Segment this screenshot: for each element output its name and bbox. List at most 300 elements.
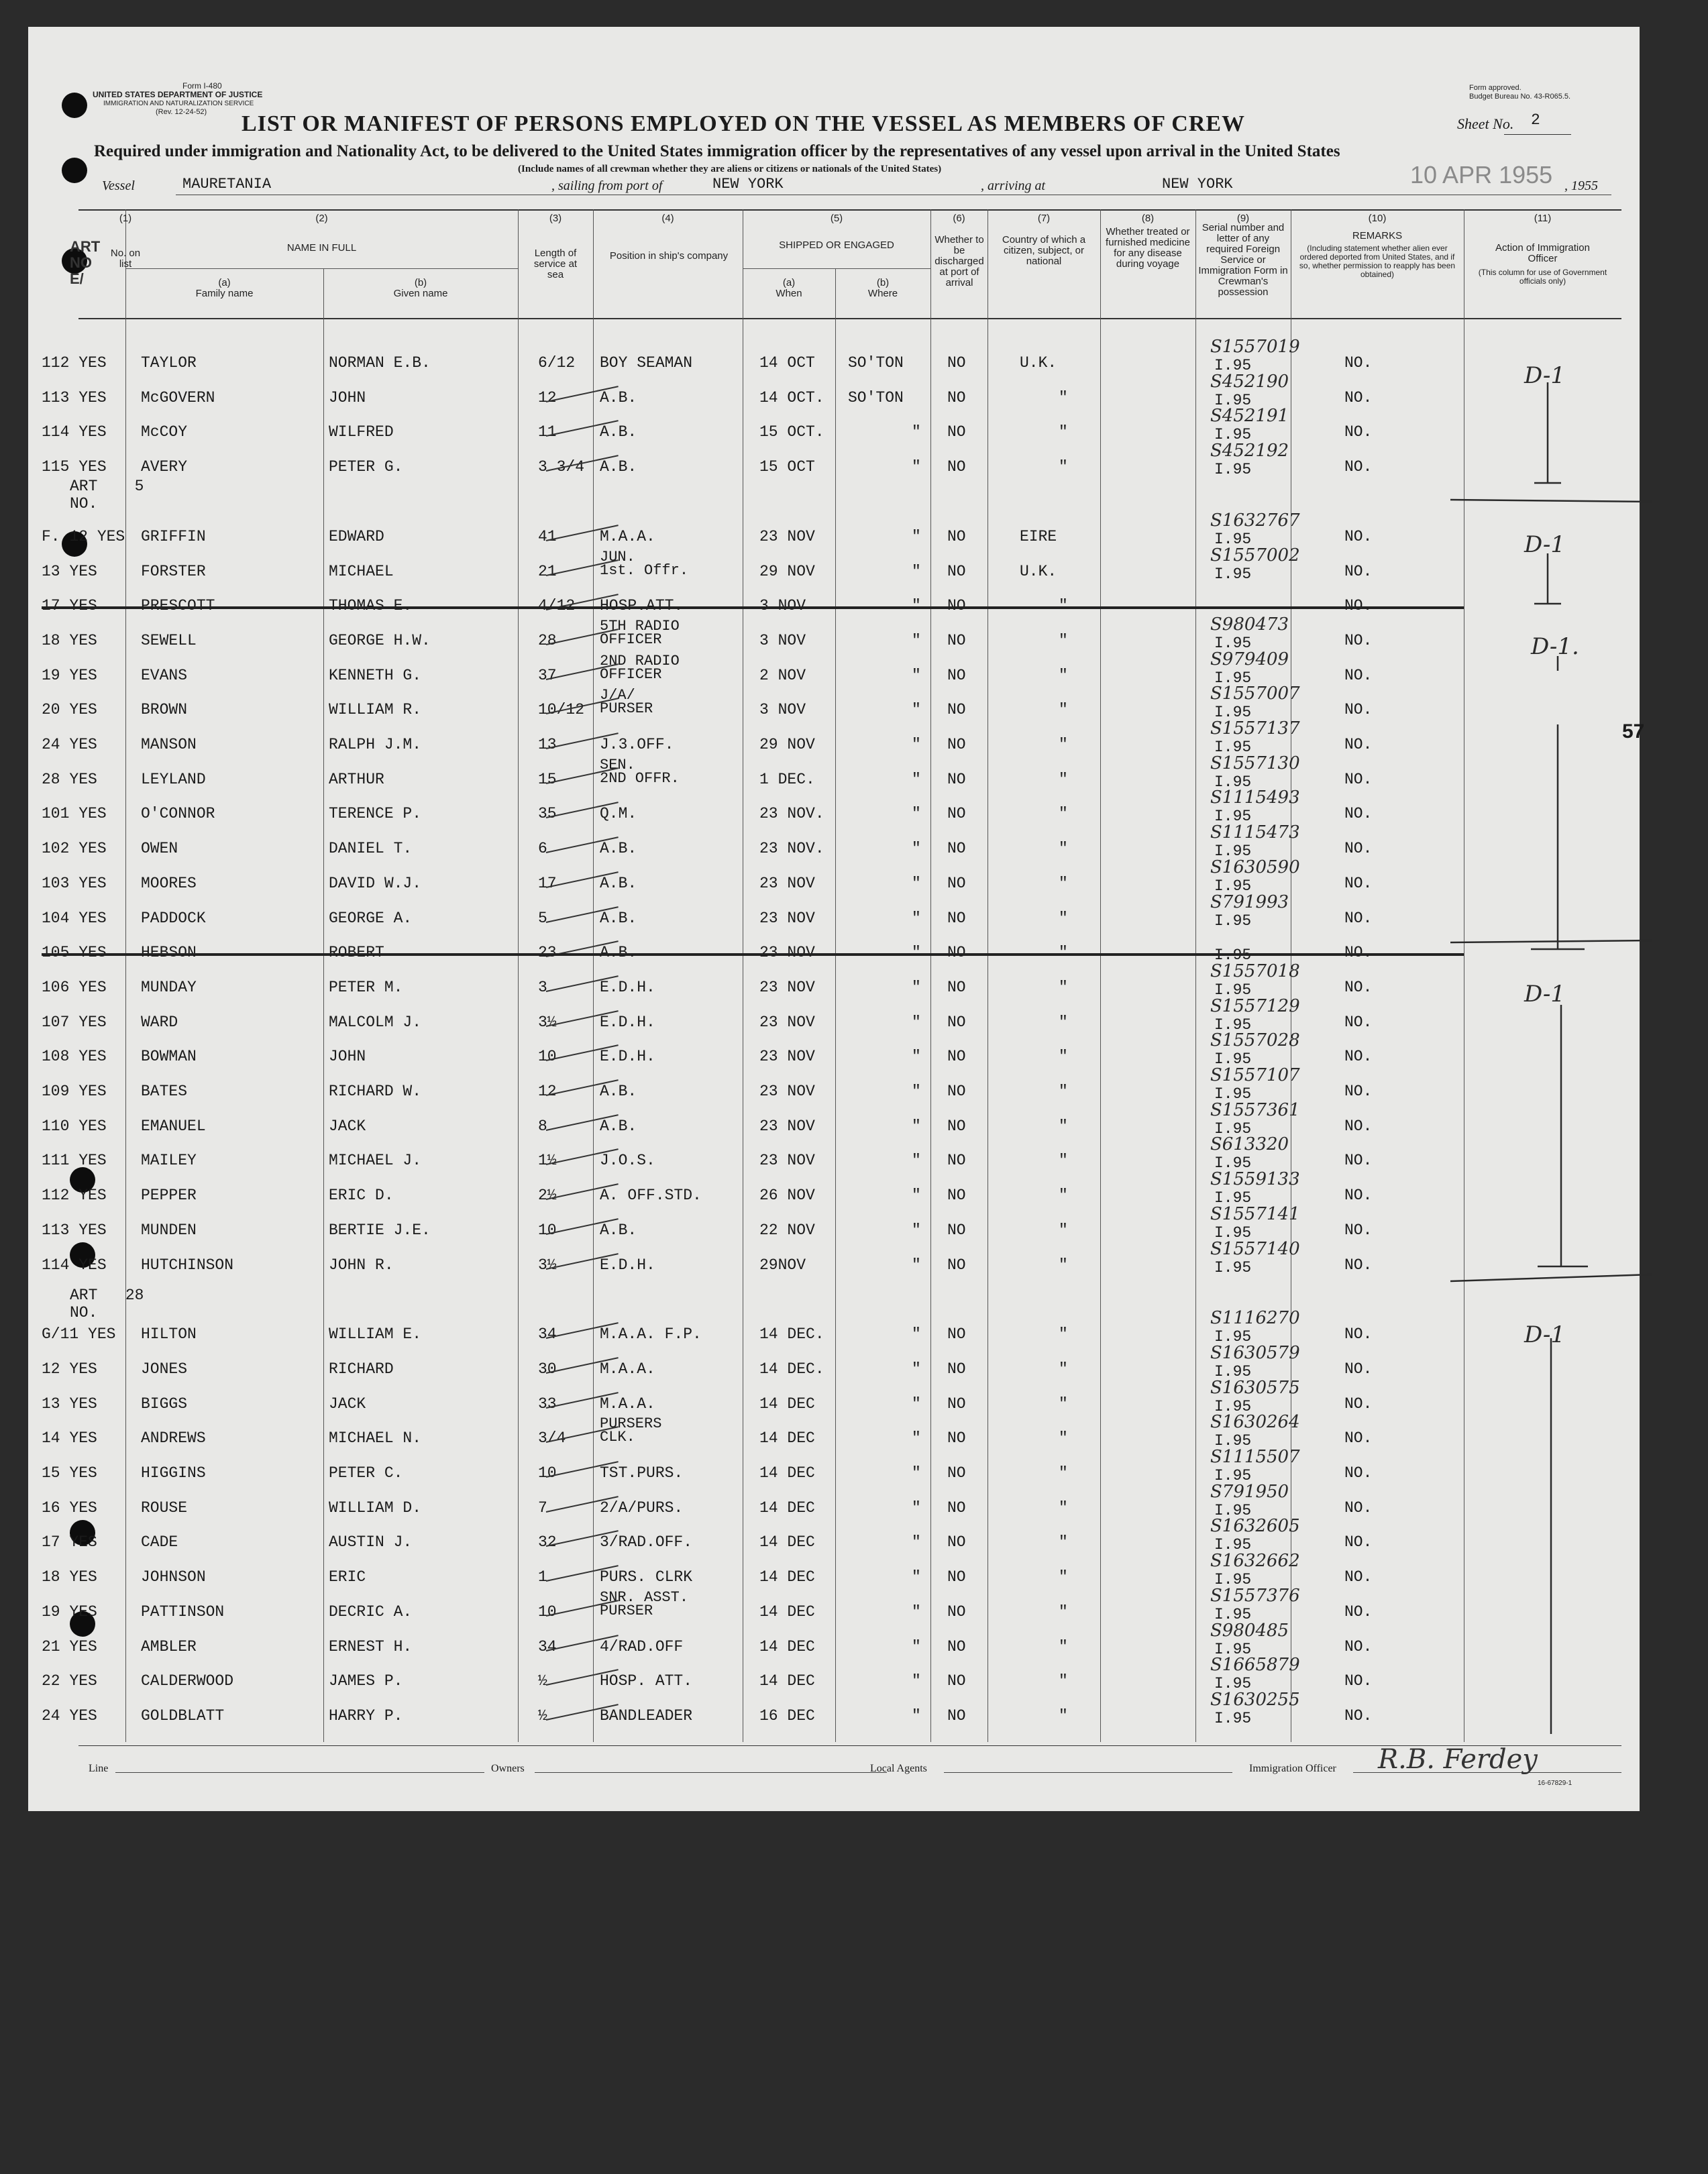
family-name: MANSON (141, 736, 197, 753)
position: HOSP.ATT. (600, 597, 684, 615)
discharged: NO (947, 1602, 966, 1621)
form-type: I.95 (1214, 530, 1252, 548)
country: " (1059, 1048, 1068, 1066)
given-name: AUSTIN J. (329, 1533, 413, 1552)
shipped-subrule (743, 268, 930, 269)
family-name: McGOVERN (141, 388, 215, 406)
remarks: NO. (1344, 1360, 1373, 1378)
sheet-label: Sheet No. (1457, 115, 1514, 132)
table-row (28, 753, 1640, 797)
discharged: NO (947, 597, 966, 615)
serial-number: S1557130 (1210, 753, 1300, 773)
shipped-where: " (912, 701, 921, 719)
family-name: BATES (141, 1083, 188, 1100)
name-subrule (125, 268, 518, 269)
arriving-at: NEW YORK (1162, 176, 1233, 193)
serial-number: S1557137 (1210, 718, 1300, 739)
shipped-where: " (912, 944, 921, 962)
discharged: NO (947, 944, 966, 962)
service-length: 1 (538, 1568, 547, 1586)
service-length: 15 (538, 770, 557, 788)
shipped-where: " (912, 1568, 921, 1586)
col6-num: (6) (953, 213, 965, 224)
discharged: NO (947, 1013, 966, 1031)
row-number: 21 YES (42, 1637, 97, 1655)
remarks: NO. (1344, 1048, 1373, 1066)
discharged: NO (947, 1429, 966, 1448)
given-name: PETER M. (329, 978, 403, 996)
table-row (28, 1308, 1640, 1352)
position: A.B. (600, 874, 637, 892)
position: PURSERS CLK. (600, 1415, 662, 1446)
discharged: NO (947, 1395, 966, 1413)
discharged: NO (947, 1706, 966, 1725)
table-row (28, 441, 1640, 484)
country: " (1059, 423, 1068, 441)
country: " (1059, 805, 1068, 823)
remarks: NO. (1344, 597, 1373, 615)
serial-number: S980473 (1210, 614, 1289, 635)
family-name: CADE (141, 1533, 178, 1552)
form-type: I.95 (1214, 981, 1252, 999)
row-number: 107 YES (42, 1013, 107, 1031)
form-type: I.95 (1214, 739, 1252, 756)
shipped-where: " (912, 1637, 921, 1655)
country: " (1059, 1464, 1068, 1482)
position: 4/RAD.OFF (600, 1637, 684, 1655)
service-length: 34 (538, 1637, 557, 1655)
form-type: I.95 (1214, 773, 1252, 791)
shipped-when: 14 DEC (759, 1395, 815, 1413)
shipped-where: " (912, 458, 921, 476)
form-type: I.95 (1214, 912, 1252, 930)
footer-rule (944, 1772, 1232, 1773)
shipped-when: 29NOV (759, 1256, 806, 1274)
country: " (1059, 1568, 1068, 1586)
given-name: DAVID W.J. (329, 874, 422, 892)
service-length: 30 (538, 1360, 557, 1378)
vessel-label: Vessel (102, 178, 135, 193)
row-number: 106 YES (42, 978, 107, 996)
col10-num: (10) (1368, 213, 1387, 224)
serial-number: S1557129 (1210, 995, 1300, 1016)
col5-num: (5) (830, 213, 843, 224)
table-row (28, 1655, 1640, 1698)
country: " (1059, 978, 1068, 996)
given-name: JACK (329, 1117, 366, 1135)
shipped-where: " (912, 1464, 921, 1482)
family-name: BOWMAN (141, 1048, 197, 1066)
family-name: LEYLAND (141, 770, 206, 788)
remarks: NO. (1344, 1429, 1373, 1448)
row-number: 111 YES (42, 1152, 107, 1170)
punch-hole (62, 158, 87, 183)
shipped-where: " (912, 1360, 921, 1378)
service-length: 23 (538, 944, 557, 962)
remarks: NO. (1344, 874, 1373, 892)
serial-number: S1632767 (1210, 510, 1300, 531)
position: SNR. ASST. PURSER (600, 1588, 689, 1619)
service-length: 37 (538, 666, 557, 684)
form-type: I.95 (1214, 877, 1252, 895)
row-number: 112 YES (42, 354, 107, 372)
row-number: 19 YES (42, 1602, 97, 1621)
discharged: NO (947, 458, 966, 476)
shipped-when: 23 NOV (759, 527, 815, 545)
strike-line (42, 953, 1464, 956)
form-type: I.95 (1214, 1709, 1252, 1727)
country: " (1059, 1533, 1068, 1552)
country: " (1059, 1672, 1068, 1690)
row-number: 102 YES (42, 840, 107, 858)
serial-number: S1557107 (1210, 1065, 1300, 1085)
discharged: NO (947, 1117, 966, 1135)
service-length: 32 (538, 1533, 557, 1552)
table-row (28, 684, 1640, 727)
shipped-where: " (912, 1083, 921, 1100)
shipped-when: 26 NOV (759, 1187, 815, 1205)
position: A. OFF.STD. (600, 1187, 702, 1205)
col9-num: (9) (1236, 213, 1250, 224)
country: " (1059, 1360, 1068, 1378)
family-name: WARD (141, 1013, 178, 1031)
table-row (28, 337, 1640, 380)
position: A.B. (600, 388, 637, 406)
given-name: KENNETH G. (329, 666, 422, 684)
family-name: HEBSON (141, 944, 197, 962)
section-label: ART 28 (70, 1287, 144, 1304)
service-length: 10 (538, 1602, 557, 1621)
serial-number: S1630255 (1210, 1689, 1300, 1710)
discharged: NO (947, 1221, 966, 1239)
remarks: NO. (1344, 770, 1373, 788)
form-type: I.95 (1214, 808, 1252, 826)
service-length: 11 (538, 423, 557, 441)
shipped-where: " (912, 562, 921, 580)
discharged: NO (947, 701, 966, 719)
country: " (1059, 1706, 1068, 1725)
form-type: I.95 (1214, 1189, 1252, 1207)
service-length: 12 (538, 1083, 557, 1100)
given-name: DANIEL T. (329, 840, 413, 858)
row-number: 17 YES (42, 597, 97, 615)
shipped-where: " (912, 1152, 921, 1170)
family-name: JONES (141, 1360, 188, 1378)
table-row (28, 857, 1640, 901)
remarks: NO. (1344, 388, 1373, 406)
given-name: MICHAEL (329, 562, 394, 580)
given-name: ERIC D. (329, 1187, 394, 1205)
shipped-where: SO'TON (848, 354, 904, 372)
position: A.B. (600, 944, 637, 962)
page-title: LIST OR MANIFEST OF PERSONS EMPLOYED ON THE VESSEL AS MEMBERS OF CREW (242, 111, 1246, 136)
table-row (28, 1412, 1640, 1456)
shipped-when: 14 DEC (759, 1672, 815, 1690)
table-row (28, 1030, 1640, 1074)
family-name: AVERY (141, 458, 188, 476)
revision: (Rev. 12-24-52) (156, 108, 207, 116)
country: " (1059, 736, 1068, 753)
family-name: MAILEY (141, 1152, 197, 1170)
row-number: 104 YES (42, 909, 107, 927)
family-name: EVANS (141, 666, 188, 684)
shipped-where: " (912, 1672, 921, 1690)
row-number: 20 YES (42, 701, 97, 719)
position: E.D.H. (600, 1256, 655, 1274)
service-length: 33 (538, 1395, 557, 1413)
sheet-number: 2 (1531, 111, 1540, 129)
form-number: Form I-480 (182, 81, 222, 91)
remarks: NO. (1344, 1395, 1373, 1413)
service-length: 1½ (538, 1152, 557, 1170)
position: A.B. (600, 1083, 637, 1100)
sailing-label: , sailing from port of (551, 178, 663, 193)
table-row (28, 1065, 1640, 1109)
serial-number: S1665879 (1210, 1655, 1300, 1676)
family-name: SEWELL (141, 631, 197, 649)
shipped-when: 15 OCT. (759, 423, 824, 441)
position: SEN. 2ND OFFR. (600, 756, 680, 787)
family-name: HILTON (141, 1325, 197, 1344)
given-name: PETER C. (329, 1464, 403, 1482)
col2-header: NAME IN FULL (286, 242, 357, 254)
family-name: MUNDEN (141, 1221, 197, 1239)
footer-code: 16-67829-1 (1538, 1780, 1572, 1787)
given-name: RICHARD (329, 1360, 394, 1378)
shipped-when: 23 NOV. (759, 840, 824, 858)
given-name: TERENCE P. (329, 805, 422, 823)
vessel-name: MAURETANIA (182, 176, 272, 193)
table-row (28, 614, 1640, 658)
department: UNITED STATES DEPARTMENT OF JUSTICE (93, 90, 263, 99)
year-label: , 1955 (1564, 178, 1598, 193)
service-length: 3/4 (538, 1429, 566, 1448)
form-type: I.95 (1214, 1224, 1252, 1242)
action-code: D-1. (1531, 633, 1579, 660)
position: A.B. (600, 840, 637, 858)
position: A.B. (600, 423, 637, 441)
form-type: I.95 (1214, 1675, 1252, 1693)
table-row (28, 1238, 1640, 1283)
shipped-where: " (912, 805, 921, 823)
discharged: NO (947, 840, 966, 858)
manifest-sheet (28, 27, 1645, 1811)
serial-number: S1115473 (1210, 822, 1300, 843)
margin-number: 57 (1622, 720, 1645, 743)
col2-num: (2) (315, 213, 328, 224)
form-type: I.95 (1214, 704, 1252, 722)
serial-number: S1630575 (1210, 1377, 1300, 1398)
position: 2ND RADIO OFFICER (600, 652, 680, 683)
service-length: 10 (538, 1048, 557, 1066)
discharged: NO (947, 1083, 966, 1100)
position: BOY SEAMAN (600, 354, 693, 372)
row-number: 103 YES (42, 874, 107, 892)
service-length: 41 (538, 527, 557, 545)
serial-number: S452190 (1210, 371, 1289, 392)
service-length: 7 (538, 1499, 547, 1517)
position: HOSP. ATT. (600, 1672, 693, 1690)
remarks: NO. (1344, 1568, 1373, 1586)
table-row (28, 1134, 1640, 1178)
given-name: BERTIE J.E. (329, 1221, 431, 1239)
given-name: WILLIAM D. (329, 1499, 422, 1517)
shipped-where: " (912, 1221, 921, 1239)
row-number: 114 YES (42, 1256, 107, 1274)
col7-num: (7) (1037, 213, 1051, 224)
service-length: 34 (538, 1325, 557, 1344)
family-name: AMBLER (141, 1637, 197, 1655)
country: EIRE (1020, 527, 1057, 545)
service-length: 10 (538, 1464, 557, 1482)
remarks: NO. (1344, 1637, 1373, 1655)
col4-num: (4) (661, 213, 674, 224)
row-number: 15 YES (42, 1464, 97, 1482)
discharged: NO (947, 1568, 966, 1586)
given-name: RICHARD W. (329, 1083, 422, 1100)
remarks: NO. (1344, 1152, 1373, 1170)
remarks: NO. (1344, 1013, 1373, 1031)
remarks: NO. (1344, 423, 1373, 441)
discharged: NO (947, 562, 966, 580)
row-number: 108 YES (42, 1048, 107, 1066)
family-name: EMANUEL (141, 1117, 206, 1135)
shipped-when: 14 OCT. (759, 388, 824, 406)
arriving-label: , arriving at (981, 178, 1046, 193)
position: E.D.H. (600, 978, 655, 996)
shipped-when: 15 OCT (759, 458, 815, 476)
service-length: 6/12 (538, 354, 576, 372)
service-length: 10/12 (538, 701, 585, 719)
shipped-where: " (912, 874, 921, 892)
row-number: 114 YES (42, 423, 107, 441)
col2a-header: (a) Family name (195, 277, 254, 299)
footer-line-label: Line (89, 1763, 109, 1774)
discharged: NO (947, 423, 966, 441)
col5b-header: (b) Where (867, 277, 898, 299)
serial-number: S452192 (1210, 441, 1289, 461)
shipped-where: " (912, 840, 921, 858)
given-name: MICHAEL N. (329, 1429, 422, 1448)
table-row (28, 1169, 1640, 1213)
shipped-where: " (912, 736, 921, 753)
form-type: I.95 (1214, 426, 1252, 444)
discharged: NO (947, 736, 966, 753)
shipped-when: 14 OCT (759, 354, 815, 372)
country: " (1059, 1429, 1068, 1448)
row-number: G/11 YES (42, 1325, 116, 1344)
section-label: NO. (70, 495, 98, 512)
discharged: NO (947, 1637, 966, 1655)
table-row (28, 1689, 1640, 1733)
given-name: GEORGE A. (329, 909, 413, 927)
shipped-when: 23 NOV (759, 1083, 815, 1100)
col4-header: Position in ship's company (609, 250, 729, 262)
form-type: I.95 (1214, 1536, 1252, 1554)
serial-number: S791950 (1210, 1481, 1289, 1502)
form-type: I.95 (1214, 669, 1252, 687)
position: PURS. CLRK (600, 1568, 693, 1586)
position: A.B. (600, 1221, 637, 1239)
service-length: 3 3/4 (538, 458, 585, 476)
family-name: ROUSE (141, 1499, 188, 1517)
serial-number: S1630264 (1210, 1412, 1300, 1433)
shipped-where: " (912, 631, 921, 649)
country: " (1059, 666, 1068, 684)
form-type: I.95 (1214, 1085, 1252, 1103)
service-length: ½ (538, 1672, 547, 1690)
arrival-stamp: 10 APR 1955 (1410, 161, 1553, 188)
family-name: MOORES (141, 874, 197, 892)
shipped-where: " (912, 978, 921, 996)
shipped-when: 3 NOV (759, 597, 806, 615)
row-number: 22 YES (42, 1672, 97, 1690)
given-name: NORMAN E.B. (329, 354, 431, 372)
form-type: I.95 (1214, 1571, 1252, 1589)
table-row (28, 1342, 1640, 1387)
country: U.K. (1020, 562, 1057, 580)
col6-header: Whether to be discharged at port of arrival (935, 234, 984, 288)
family-name: CALDERWOOD (141, 1672, 234, 1690)
table-row (28, 1481, 1640, 1525)
form-approved: Form approved. (1469, 84, 1522, 92)
footer-agents-label: Local Agents (870, 1763, 927, 1774)
form-type: I.95 (1214, 1432, 1252, 1450)
row-number: 18 YES (42, 1568, 97, 1586)
remarks: NO. (1344, 1083, 1373, 1100)
shipped-when: 23 NOV (759, 978, 815, 996)
row-number: 109 YES (42, 1083, 107, 1100)
serial-number: S1115507 (1210, 1447, 1300, 1467)
action-code: D-1 (1524, 981, 1566, 1008)
row-number: 13 YES (42, 1395, 97, 1413)
remarks: NO. (1344, 701, 1373, 719)
given-name: ARTHUR (329, 770, 384, 788)
col11-num: (11) (1534, 213, 1552, 224)
shipped-when: 23 NOV (759, 1152, 815, 1170)
action-code: D-1 (1524, 362, 1566, 389)
serial-number: S1557002 (1210, 545, 1300, 565)
shipped-where: " (912, 1256, 921, 1274)
sheet-underline (1504, 134, 1571, 135)
position: A.B. (600, 458, 637, 476)
table-row (28, 718, 1640, 762)
row-number: 115 YES (42, 458, 107, 476)
remarks: NO. (1344, 805, 1373, 823)
family-name: BROWN (141, 701, 188, 719)
serial-number: S1557028 (1210, 1030, 1300, 1051)
form-type: I.95 (1214, 843, 1252, 861)
service-length: 3½ (538, 1256, 557, 1274)
position: A.B. (600, 909, 637, 927)
table-row (28, 545, 1640, 589)
row-number: 101 YES (42, 805, 107, 823)
remarks: NO. (1344, 1533, 1373, 1552)
table-row (28, 1447, 1640, 1490)
remarks: NO. (1344, 978, 1373, 996)
country: " (1059, 631, 1068, 649)
country: " (1059, 1221, 1068, 1239)
shipped-where: " (912, 1013, 921, 1031)
col3-header: Length of service at sea (533, 248, 578, 280)
family-name: FORSTER (141, 562, 206, 580)
family-name: PATTINSON (141, 1602, 225, 1621)
shipped-where: " (912, 1429, 921, 1448)
serial-number: S1116270 (1210, 1308, 1300, 1329)
family-name: HUTCHINSON (141, 1256, 234, 1274)
table-row (28, 1620, 1640, 1664)
remarks: NO. (1344, 1256, 1373, 1274)
